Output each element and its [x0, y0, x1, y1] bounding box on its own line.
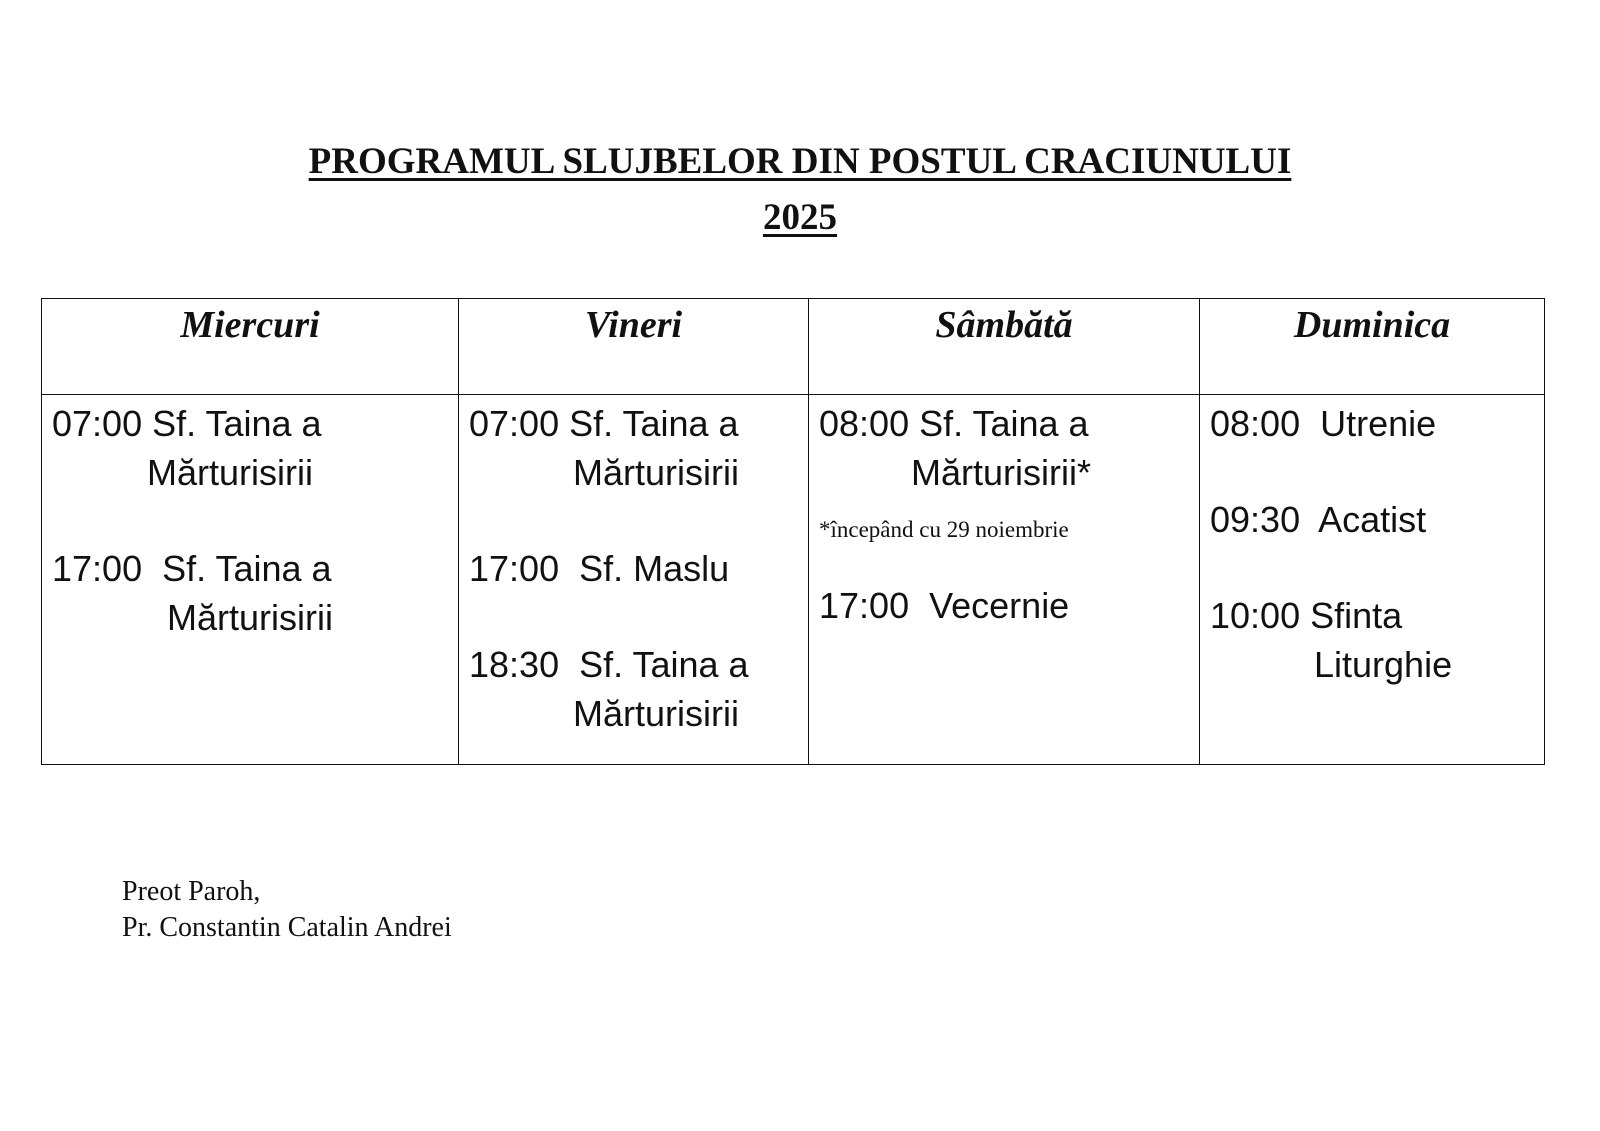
signature-role: Preot Paroh, [122, 876, 261, 907]
service-entry [1210, 495, 1536, 544]
service-name: Acatist [1318, 499, 1427, 540]
service-entry [52, 544, 450, 642]
service-time: 17:00 [469, 548, 560, 589]
service-name: Sf. Taina a [162, 548, 332, 589]
service-name-cont: Liturghie [1314, 644, 1453, 685]
service-time: 08:00 [819, 403, 910, 444]
service-name: Sf. Taina a [569, 403, 739, 444]
service-time: 07:00 [52, 403, 143, 444]
cell-duminica [1200, 395, 1545, 765]
service-name: Sfinta [1310, 595, 1403, 636]
header-miercuri: Miercuri [42, 299, 459, 395]
service-entry [469, 544, 800, 593]
service-time: 08:00 [1210, 403, 1301, 444]
service-name: Vecernie [929, 585, 1070, 626]
document-year: 2025 [763, 197, 837, 238]
schedule-table [41, 298, 1545, 765]
service-name: Sf. Taina a [919, 403, 1089, 444]
service-name-cont: Mărturisirii* [911, 452, 1091, 493]
service-time: 09:30 [1210, 499, 1301, 540]
footnote: *începând cu 29 noiembrie [819, 517, 1069, 542]
service-name-cont: Mărturisirii [573, 452, 739, 493]
service-entry [819, 581, 1191, 630]
service-entry [52, 399, 450, 497]
service-time: 10:00 [1210, 595, 1301, 636]
document-title: PROGRAMUL SLUJBELOR DIN POSTUL CRACIUNULUI [308, 141, 1292, 182]
header-duminica: Duminica [1200, 299, 1545, 395]
signature-block [122, 874, 452, 946]
header-row [42, 299, 1545, 395]
service-name-cont: Mărturisirii [167, 597, 333, 638]
cell-miercuri [42, 395, 459, 765]
service-time: 07:00 [469, 403, 560, 444]
schedule-row [42, 395, 1545, 765]
service-name: Sf. Maslu [579, 548, 730, 589]
service-name-cont: Mărturisirii [573, 693, 739, 734]
cell-sambata [809, 395, 1200, 765]
header-sambata: Sâmbătă [809, 299, 1200, 395]
service-time: 17:00 [52, 548, 143, 589]
service-name-cont: Mărturisirii [147, 452, 313, 493]
service-entry [819, 399, 1191, 497]
service-name: Sf. Taina a [152, 403, 322, 444]
service-entry [469, 640, 800, 738]
service-time: 17:00 [819, 585, 910, 626]
signature-name: Pr. Constantin Catalin Andrei [122, 912, 452, 943]
service-entry [1210, 399, 1536, 448]
service-entry [1210, 591, 1536, 689]
cell-vineri [459, 395, 809, 765]
service-name: Sf. Taina a [579, 644, 749, 685]
header-vineri: Vineri [459, 299, 809, 395]
service-time: 18:30 [469, 644, 560, 685]
service-entry [469, 399, 800, 497]
service-name: Utrenie [1320, 403, 1437, 444]
